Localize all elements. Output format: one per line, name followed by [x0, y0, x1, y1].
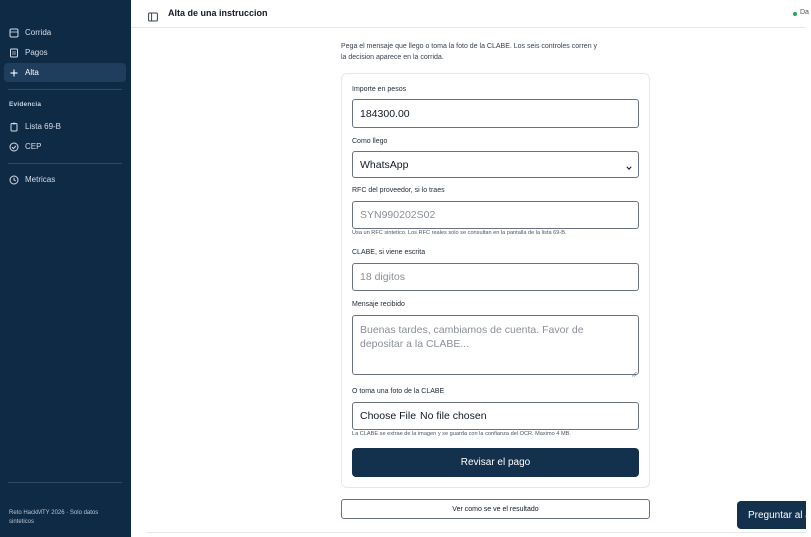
status-text: Da [800, 9, 809, 16]
sidebar-item-lista-69b[interactable] [4, 117, 126, 136]
clock-icon [9, 175, 19, 185]
sidebar-item-metricas[interactable] [4, 170, 126, 189]
plus-icon [9, 68, 19, 78]
sidebar-item-label: Lista 69-B [25, 122, 62, 131]
sidebar-divider [8, 89, 122, 90]
channel-select[interactable] [352, 151, 639, 178]
choose-file-button[interactable]: Choose File [360, 410, 417, 422]
message-textarea[interactable] [352, 315, 639, 375]
sidebar-footer: Reto HackMTY 2026 · Solo datos sinteticos [9, 510, 99, 525]
sidebar-section-label: Evidencia [9, 101, 42, 108]
intro-text: Pega el mensaje que llego o toma la foto de la CLABE. Los seis controles corren y la decision aparece en la corrida. [341, 43, 598, 61]
sidebar-item-pagos[interactable] [4, 43, 126, 62]
square-icon [9, 28, 19, 38]
sidebar-item-label: Corrida [25, 28, 52, 37]
sidebar-item-label: Metricas [25, 175, 56, 184]
sidebar-item-alta[interactable] [4, 63, 126, 82]
chevron-down-icon [626, 162, 632, 168]
ask-assistant-button[interactable]: Preguntar al a [737, 501, 806, 529]
photo-label: O toma una foto de la CLABE [352, 388, 445, 395]
sidebar-divider [8, 163, 122, 164]
check-circle-icon [9, 142, 19, 152]
sidebar [0, 0, 131, 537]
file-status: No file chosen [420, 410, 487, 422]
preview-result-button[interactable]: Ver como se ve el resultado [341, 499, 650, 519]
clipboard-icon [9, 122, 19, 132]
resize-grip-icon[interactable] [631, 367, 637, 373]
rfc-input[interactable] [352, 201, 639, 229]
sidebar-divider [8, 482, 122, 483]
page-title: Alta de una instruccion [168, 8, 268, 18]
amount-label: Importe en pesos [352, 86, 407, 93]
message-label: Mensaje recibido [352, 301, 405, 308]
sidebar-item-corrida[interactable] [4, 23, 126, 42]
document-icon [9, 48, 19, 58]
rfc-hint: Usa un RFC sintetico. Los RFC reales solo se consultan en la pantalla de la lista 69-B. [352, 230, 567, 236]
status-dot-icon [793, 12, 797, 16]
rfc-placeholder: SYN990202S02 [360, 209, 436, 221]
sidebar-item-cep[interactable] [4, 137, 126, 156]
sidebar-toggle-icon[interactable] [148, 9, 158, 19]
clabe-label: CLABE, si viene escrita [352, 249, 426, 256]
sidebar-item-label: Pagos [25, 48, 48, 57]
photo-file-input[interactable] [352, 402, 639, 430]
amount-value: 184300.00 [360, 107, 410, 120]
sidebar-item-label: Alta [25, 68, 39, 77]
clabe-placeholder: 18 digitos [360, 271, 405, 283]
amount-input[interactable] [352, 99, 639, 128]
channel-selected-value: WhatsApp [360, 158, 409, 171]
photo-hint: La CLABE se extrae de la imagen y se guarda con la confianza del OCR. Maximo 4 MB. [352, 431, 571, 437]
clabe-input[interactable] [352, 263, 639, 291]
bottom-divider [146, 532, 806, 533]
rfc-label: RFC del proveedor, si lo traes [352, 187, 445, 194]
channel-label: Como llego [352, 138, 388, 145]
submit-button[interactable]: Revisar el pago [352, 448, 639, 477]
sidebar-item-label: CEP [25, 142, 42, 151]
message-placeholder: Buenas tardes, cambiamos de cuenta. Favor de depositar a la CLABE... [360, 324, 584, 350]
top-bar [131, 0, 809, 28]
